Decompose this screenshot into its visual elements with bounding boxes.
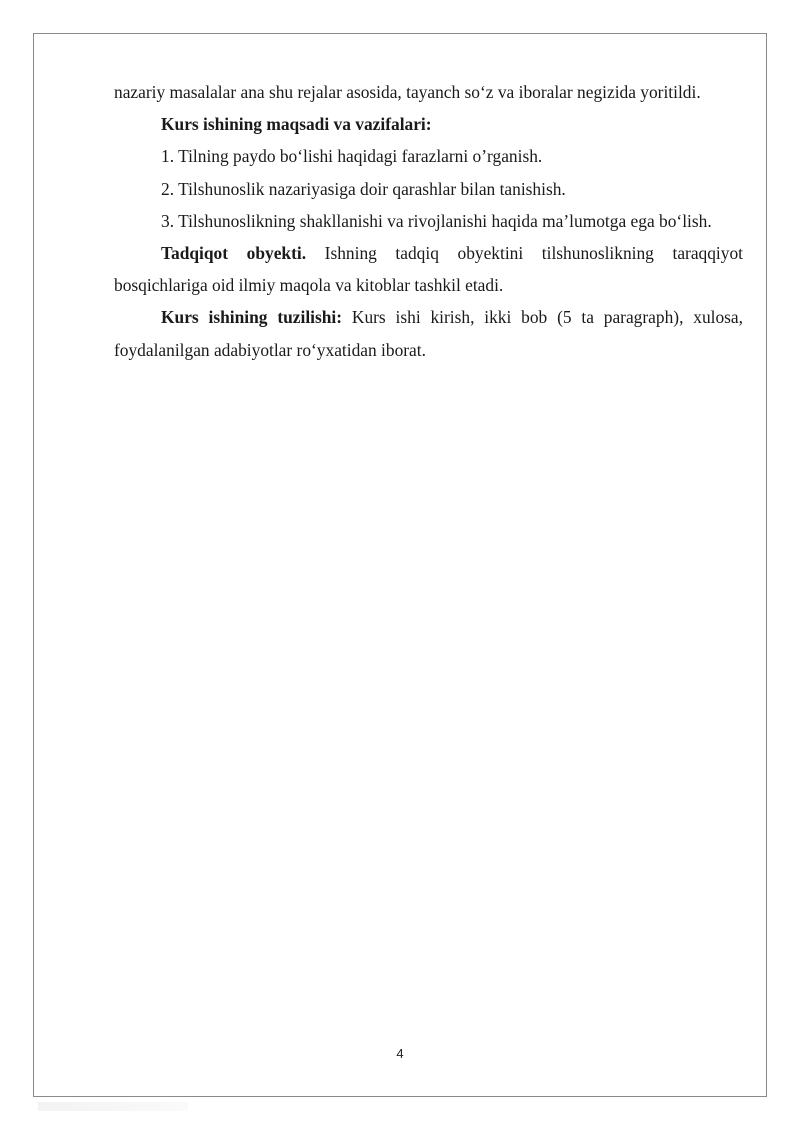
list-item-3 xyxy=(114,205,743,237)
list-item-text: 3. Tilshunoslikning shakllanishi va rivojlanishi haqida ma’lumotga ega bo‘lish. xyxy=(161,210,712,231)
paragraph-continuation xyxy=(114,76,743,108)
list-item-text: 2. Tilshunoslik nazariyasiga doir qarashlar bilan tanishish. xyxy=(161,178,566,199)
section-heading-goals xyxy=(114,108,743,140)
paragraph-lead: Tadqiqot obyekti. xyxy=(161,243,307,264)
list-item-text: 1. Tilning paydo bo‘lishi haqidagi farazlarni o’rganish. xyxy=(161,146,543,167)
heading-text: Kurs ishining maqsadi va vazifalari: xyxy=(161,114,432,135)
paragraph-research-object xyxy=(114,237,743,301)
paragraph-text: Kurs ishi kirish, ikki bob (5 ta paragraph), xulosa, foydalanilgan adabiyotlar ro‘yxatidan iborat. xyxy=(114,307,744,360)
list-item-2 xyxy=(114,173,743,205)
footer-watermark xyxy=(38,1102,188,1111)
paragraph-text: nazariy masalalar ana shu rejalar asosida, tayanch so‘z va iboralar negizida yoritildi. xyxy=(114,82,701,102)
paragraph-text: Ishning tadqiq obyektini tilshunoslikning taraqqiyot bosqichlariga oid ilmiy maqola va kitoblar tashkil etadi. xyxy=(114,243,743,296)
page-number: 4 xyxy=(396,1046,404,1061)
list-item-1 xyxy=(114,140,743,172)
paragraph-structure xyxy=(114,301,743,365)
document-body xyxy=(114,76,743,366)
paragraph-lead: Kurs ishining tuzilishi: xyxy=(161,307,343,328)
